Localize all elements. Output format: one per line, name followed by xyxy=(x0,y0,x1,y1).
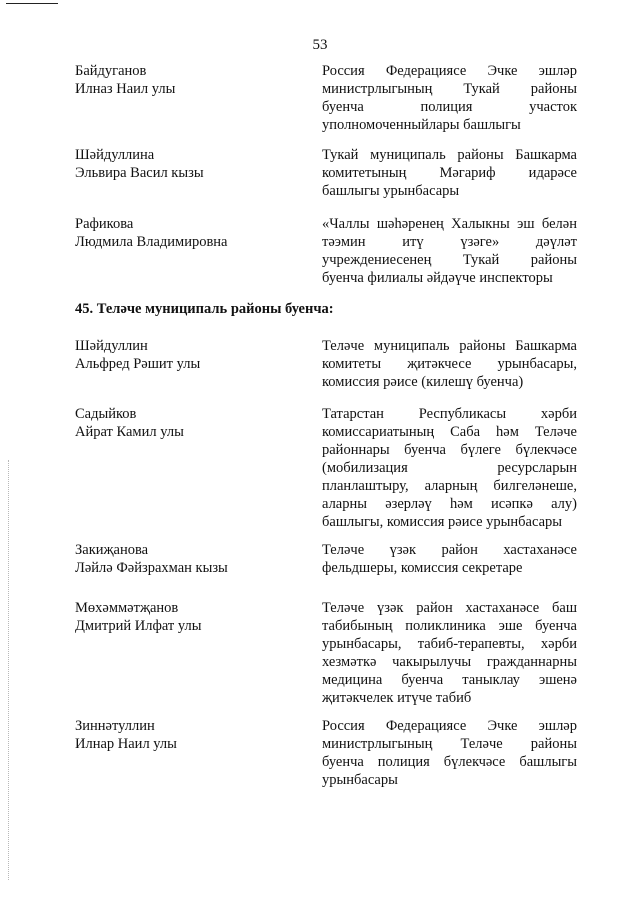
member-surname: Зиннәтуллин xyxy=(75,718,155,734)
position-line: учреждениесенең Тукай районы xyxy=(322,252,577,268)
member-position xyxy=(322,337,577,391)
position-line: башлыгы урынбасары xyxy=(322,183,460,199)
member-name xyxy=(75,599,305,635)
member-position xyxy=(322,62,577,134)
member-name xyxy=(75,215,305,251)
member-given-name: Дмитрий Илфат улы xyxy=(75,618,202,634)
position-line: министрлыгының Теләче районы xyxy=(322,736,577,752)
member-surname: Шәйдуллина xyxy=(75,147,155,163)
position-line: Россия Федерациясе Эчке эшләр xyxy=(322,63,577,79)
member-given-name: Илнар Наил улы xyxy=(75,736,177,752)
position-line: табибының поликлиника эше буенча xyxy=(322,618,577,634)
position-line: буенча филиалы әйдәүче инспекторы xyxy=(322,270,553,286)
member-position xyxy=(322,146,577,200)
position-line: планлаштыру, аларның билгеләнеше, xyxy=(322,478,577,494)
position-line: уполномоченныйлары башлыгы xyxy=(322,117,521,133)
member-surname: Рафикова xyxy=(75,216,134,232)
position-line: хезмәткә чакырылучы гражданнарны xyxy=(322,654,577,670)
member-position xyxy=(322,405,577,531)
position-line: башлыгы, комиссия рәисе урынбасары xyxy=(322,514,563,530)
position-line: Теләче үзәк район хастаханәсе баш xyxy=(322,600,577,616)
position-line: комитеты җитәкчесе урынбасары, xyxy=(322,356,577,372)
member-name xyxy=(75,146,305,182)
position-line: буенча полиция бүлекчәсе башлыгы xyxy=(322,754,577,770)
member-surname: Шәйдуллин xyxy=(75,338,148,354)
position-line: буенча полиция участок xyxy=(322,99,577,115)
member-name xyxy=(75,541,305,577)
member-name xyxy=(75,717,305,753)
member-position xyxy=(322,717,577,789)
member-position xyxy=(322,599,577,707)
position-line: аларны әзерләү һәм исәпкә алу) xyxy=(322,496,577,512)
member-surname: Мөхәммәтҗанов xyxy=(75,600,179,616)
member-given-name: Эльвира Васил кызы xyxy=(75,165,204,181)
member-name xyxy=(75,405,305,441)
member-given-name: Людмила Владимировна xyxy=(75,234,228,250)
member-given-name: Айрат Камил улы xyxy=(75,424,184,440)
scan-margin-dots xyxy=(8,460,10,880)
member-name xyxy=(75,337,305,373)
member-position xyxy=(322,215,577,287)
position-line: комиссариатының Саба һәм Теләче xyxy=(322,424,577,440)
position-line: (мобилизация ресурсларын xyxy=(322,460,577,476)
position-line: Россия Федерациясе Эчке эшләр xyxy=(322,718,577,734)
position-line: комиссия рәисе (килешү буенча) xyxy=(322,374,524,390)
top-rule xyxy=(6,3,58,4)
position-line: Тукай муниципаль районы Башкарма xyxy=(322,147,577,163)
member-surname: Байдуганов xyxy=(75,63,147,79)
position-line: районнары буенча бүлеге бүлекчәсе xyxy=(322,442,577,458)
position-line: Теләче муниципаль районы Башкарма xyxy=(322,338,577,354)
position-line: «Чаллы шәһәренең Халыкны эш белән xyxy=(322,216,577,232)
position-line: Теләче үзәк район хастаханәсе xyxy=(322,542,577,558)
position-line: фельдшеры, комиссия секретаре xyxy=(322,560,523,576)
position-line: министрлыгының Тукай районы xyxy=(322,81,577,97)
member-given-name: Альфред Рәшит улы xyxy=(75,356,201,372)
position-line: урынбасары xyxy=(322,772,398,788)
position-line: Татарстан Республикасы хәрби xyxy=(322,406,577,422)
page-number: 53 xyxy=(312,37,328,53)
member-position xyxy=(322,541,577,577)
position-line: тәэмин итү үзәге» дәүләт xyxy=(322,234,577,250)
member-surname: Садыйков xyxy=(75,406,137,422)
member-surname: Закиҗанова xyxy=(75,542,149,558)
member-given-name: Ләйлә Фәйзрахман кызы xyxy=(75,560,228,576)
position-line: комитетының Мәгариф идарәсе xyxy=(322,165,577,181)
position-line: медицина буенча таныклау эшенә xyxy=(322,672,577,688)
position-line: урынбасары, табиб-терапевты, хәрби xyxy=(322,636,577,652)
member-given-name: Илназ Наил улы xyxy=(75,81,176,97)
member-name xyxy=(75,62,305,98)
position-line: җитәкчелек итүче табиб xyxy=(322,690,472,706)
section-heading: 45. Теләче муниципаль районы буенча: xyxy=(75,301,334,317)
